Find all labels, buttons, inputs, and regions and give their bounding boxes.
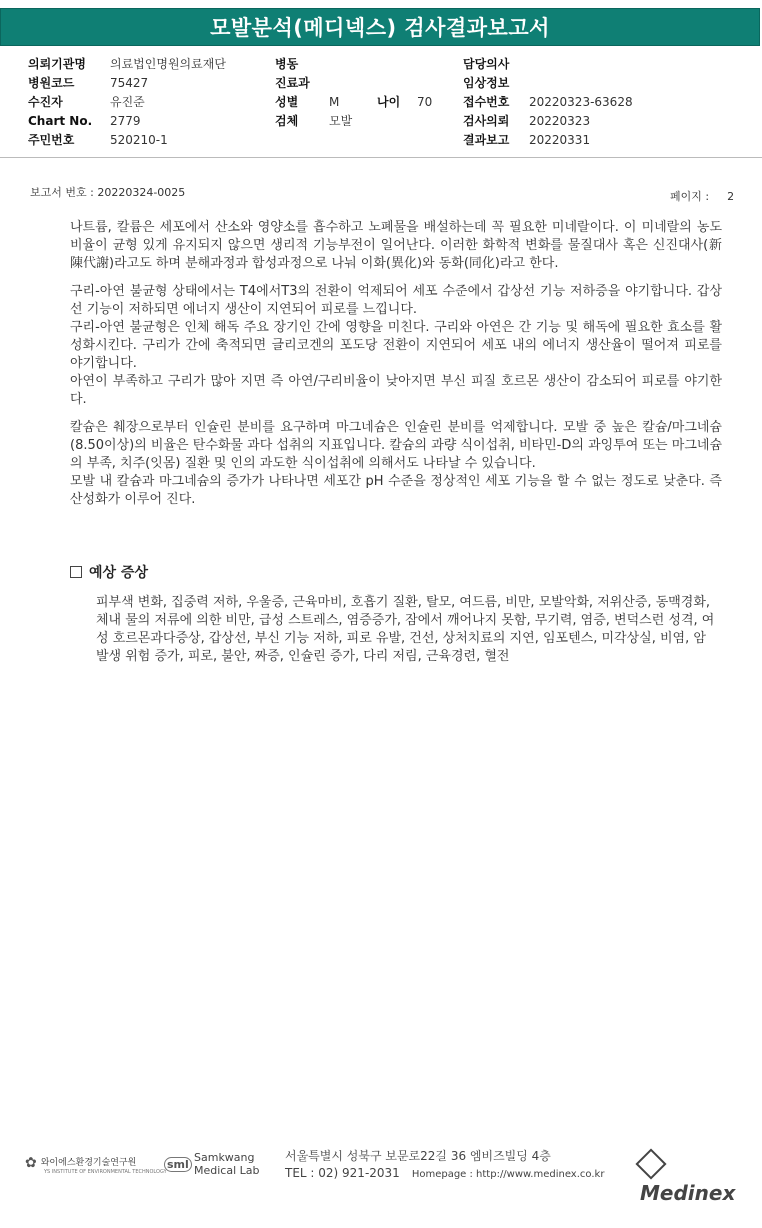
info-column-left bbox=[28, 55, 226, 150]
page-number: 2 bbox=[727, 190, 735, 203]
info-row-specimen bbox=[275, 112, 432, 131]
info-row-resident-no bbox=[28, 131, 226, 150]
samkwang-line2: Medical Lab bbox=[194, 1164, 260, 1177]
info-label: 검사의뢰 bbox=[463, 114, 510, 128]
section-expected-symptoms bbox=[70, 562, 148, 582]
info-row-department bbox=[275, 74, 432, 93]
info-value: 20220331 bbox=[529, 133, 591, 147]
ys-institute-emblem-icon: ✿ bbox=[25, 1155, 37, 1171]
info-label: 담당의사 bbox=[463, 57, 510, 71]
info-row-receipt-no bbox=[463, 93, 633, 112]
ys-institute-logo bbox=[25, 1155, 167, 1175]
samkwang-emblem-icon: sml bbox=[164, 1157, 192, 1172]
homepage: Homepage : http://www.medinex.co.kr bbox=[411, 1169, 605, 1180]
medinex-emblem-icon bbox=[635, 1148, 666, 1179]
info-value-age: 70 bbox=[417, 95, 433, 109]
info-value: 20220323-63628 bbox=[529, 95, 633, 109]
info-value: 20220323 bbox=[529, 114, 591, 128]
info-row-doctor bbox=[463, 55, 633, 74]
report-title: 모발분석(메디넥스) 검사결과보고서 bbox=[0, 8, 760, 46]
info-row-report-date bbox=[463, 131, 633, 150]
paragraph-sodium-potassium: 나트륨, 칼륨은 세포에서 산소와 영양소를 흡수하고 노폐물을 배설하는데 꼭 필요한 미네랄이다. 이 미네랄의 농도 비율이 균형 있게 유지되지 않으면 생리적 기능부전이 일어난다. 이러한 화학적 변화를 물질대사 혹은 신진대사(新陳代謝)라고도 하며 분해과정과 합성과정으로 나눠 이화(異化)와 동화(同化)라고 한다. bbox=[70, 220, 722, 271]
checkbox-square-icon bbox=[70, 566, 82, 578]
info-label: Chart No. bbox=[28, 114, 93, 128]
info-row-chart-no bbox=[28, 112, 226, 131]
contact-info bbox=[285, 1148, 604, 1183]
page-label: 페이지 : bbox=[670, 190, 710, 203]
info-label: 진료과 bbox=[275, 76, 310, 90]
info-row-sex-age bbox=[275, 93, 432, 112]
info-label: 주민번호 bbox=[28, 133, 75, 147]
section-title-text: 예상 증상 bbox=[89, 565, 148, 581]
samkwang-logo bbox=[166, 1151, 260, 1177]
info-column-right bbox=[463, 55, 633, 150]
info-row-request-date bbox=[463, 112, 633, 131]
info-label: 성별 bbox=[275, 95, 299, 109]
info-label: 검체 bbox=[275, 114, 299, 128]
info-row-clinical-info bbox=[463, 74, 633, 93]
report-body bbox=[70, 219, 722, 519]
info-label: 임상정보 bbox=[463, 76, 510, 90]
info-label: 병동 bbox=[275, 57, 299, 71]
paragraph-copper-zinc-liver: 구리-아연 불균형은 인체 해독 주요 장기인 간에 영향을 미친다. 구리와 아연은 간 기능 및 해독에 필요한 효소를 활성화시킨다. 구리가 간에 축적되면 글리코겐의 포도당 전환이 지연되어 세포 내의 에너지 생산율이 떨어져 피로를 야기합니다. bbox=[70, 320, 722, 371]
info-label: 접수번호 bbox=[463, 95, 510, 109]
info-label: 의뢰기관명 bbox=[28, 57, 86, 71]
symptoms-list: 피부색 변화, 집중력 저하, 우울증, 근육마비, 호흡기 질환, 탈모, 여드름, 비만, 모발악화, 저위산증, 동맥경화, 체내 물의 저류에 의한 비만, 급성 스트레스, 염증증가, 잠에서 깨어나지 못함, 무기력, 염증, 변덕스런 성격, 여성 호르몬과다증상, 갑상선, 부신 기능 저하, 피로 유발, 건선, 상처치료의 지연, 임포텐스, 미각상실, 비염, 암 발생 위험 증가, 피로, 불안, 짜증, 인슐린 증가, 다리 저림, 근육경련, 혈전 bbox=[96, 595, 715, 664]
telephone: TEL : 02) 921-2031 bbox=[285, 1166, 400, 1180]
medinex-name: Medinex bbox=[640, 1181, 736, 1205]
info-label: 결과보고 bbox=[463, 133, 510, 147]
info-value: 모발 bbox=[329, 114, 353, 128]
info-label: 수진자 bbox=[28, 95, 63, 109]
header-divider bbox=[0, 157, 762, 158]
info-value: 유진준 bbox=[110, 95, 145, 109]
paragraph-zinc-deficiency: 아연이 부족하고 구리가 많아 지면 즉 아연/구리비율이 낮아지면 부신 피질 호르몬 생산이 감소되어 피로를 야기한다. bbox=[70, 374, 722, 407]
info-value: 520210-1 bbox=[110, 133, 168, 147]
report-number: 보고서 번호 : 20220324-0025 bbox=[30, 186, 186, 199]
footer bbox=[0, 1145, 762, 1205]
info-column-middle bbox=[275, 55, 432, 131]
info-row-ward bbox=[275, 55, 432, 74]
address: 서울특별시 성북구 보문로22길 36 엠비즈빌딩 4층 bbox=[285, 1149, 551, 1163]
paragraph-copper-zinc-thyroid: 구리-아연 불균형 상태에서는 T4에서T3의 전환이 억제되어 세포 수준에서 갑상선 기능 저하증을 야기합니다. 갑상선 기능이 저하되면 에너지 생산이 지연되어 피로를 느낍니다. bbox=[70, 284, 722, 317]
info-row-patient bbox=[28, 93, 226, 112]
paragraph-calcium-magnesium: 칼슘은 췌장으로부터 인슐린 분비를 요구하며 마그네슘은 인슐린 분비를 억제합니다. 모발 중 높은 칼슘/마그네슘(8.50이상)의 비율은 탄수화물 과다 섭취의 지표입니다. 칼슘의 과량 식이섭취, 비타민-D의 과잉투여 또는 마그네슘의 부족, 치주(잇몸) 질환 및 인의 과도한 식이섭취에 의해서도 나타날 수 있습니다. bbox=[70, 420, 722, 471]
info-row-institution bbox=[28, 55, 226, 74]
ys-institute-name: 와이에스환경기술연구원 bbox=[40, 1158, 137, 1168]
ys-institute-english-name: YS INSTITUTE OF ENVIRONMENTAL TECHNOLOGY bbox=[44, 1169, 167, 1175]
info-value: 의료법인명원의료재단 bbox=[110, 57, 226, 71]
info-label: 병원코드 bbox=[28, 76, 75, 90]
medinex-logo bbox=[640, 1153, 762, 1205]
samkwang-line1: Samkwang bbox=[194, 1151, 255, 1164]
contact-line bbox=[285, 1165, 604, 1183]
paragraph-acidification: 모발 내 칼슘과 마그네슘의 증가가 나타나면 세포간 pH 수준을 정상적인 세포 기능을 할 수 없는 정도로 낮춘다. 즉 산성화가 이루어 진다. bbox=[70, 474, 722, 507]
info-label-age: 나이 bbox=[377, 95, 401, 109]
info-row-hospital-code bbox=[28, 74, 226, 93]
info-value-sex: M bbox=[329, 95, 340, 109]
info-value: 2779 bbox=[110, 114, 141, 128]
page-indicator bbox=[670, 188, 734, 204]
samkwang-name bbox=[194, 1151, 260, 1177]
info-value: 75427 bbox=[110, 76, 149, 90]
